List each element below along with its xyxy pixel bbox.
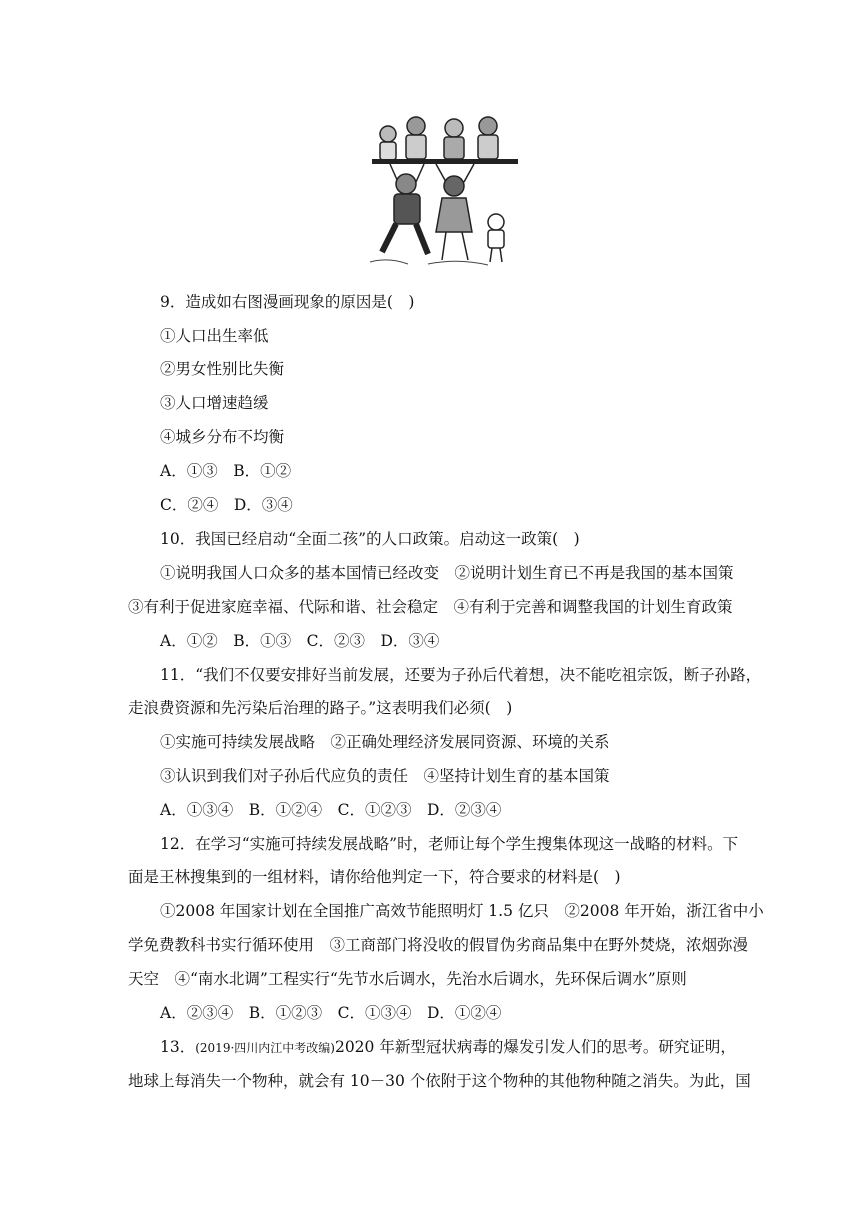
q9-stem: 9．造成如右图漫画现象的原因是( )	[160, 293, 415, 311]
q9-option-3: ③人口增速趋缓	[160, 394, 269, 412]
q10-choices: A．①② B．①③ C．②③ D．③④	[160, 632, 440, 650]
q10-line-1: ①说明我国人口众多的基本国情已经改变 ②说明计划生育已不再是我国的基本国策	[160, 564, 734, 582]
carrying-bar	[372, 159, 518, 164]
q13-stem-1	[0, 1036, 860, 1059]
q12-choices: A．②③④ B．①②③ C．①③④ D．①②④	[160, 1004, 502, 1022]
q11-choices: A．①③④ B．①②④ C．①②③ D．②③④	[160, 801, 502, 819]
cartoon-illustration	[368, 112, 520, 272]
child-figure	[488, 214, 504, 262]
q9-choices-ab: A．①③ B．①②	[160, 462, 292, 480]
q9-choices-cd: C．②④ D．③④	[160, 496, 293, 514]
q10-stem: 10．我国已经启动“全面二孩”的人口政策。启动这一政策( )	[160, 530, 580, 548]
q11-line-1: ①实施可持续发展战略 ②正确处理经济发展同资源、环境的关系	[160, 733, 610, 751]
q13-stem-1-text: 2020 年新型冠状病毒的爆发引发人们的思考。研究证明，	[334, 1038, 736, 1056]
q9-option-4: ④城乡分布不均衡	[160, 428, 285, 446]
q12-stem-1: 12．在学习“实施可持续发展战略”时，老师让每个学生搜集体现这一战略的材料。下	[160, 835, 739, 853]
q11-line-2: ③认识到我们对子孙后代应负的责任 ④坚持计划生育的基本国策	[160, 767, 610, 785]
q12-line-2: 学免费教科书实行循环使用 ③工商部门将没收的假冒伪劣商品集中在野外焚烧，浓烟弥漫	[128, 936, 749, 954]
q12-stem-2: 面是王林搜集到的一组材料，请你给他判定一下，符合要求的材料是( )	[128, 868, 621, 886]
q11-stem-2: 走浪费资源和先污染后治理的路子。”这表明我们必须( )	[128, 699, 513, 717]
q13-stem-2: 地球上每消失一个物种，就会有 10－30 个依附于这个物种的其他物种随之消失。为此，国	[128, 1072, 751, 1090]
parent-figures	[382, 164, 474, 260]
q13-source: (2019·四川内江中考改编)	[195, 1041, 335, 1055]
q9-option-1: ①人口出生率低	[160, 327, 269, 345]
q12-line-3: 天空 ④“南水北调”工程实行“先节水后调水，先治水后调水，先环保后调水”原则	[128, 970, 687, 988]
q13-number: 13．	[160, 1038, 196, 1056]
q12-line-1: ①2008 年国家计划在全国推广高效节能照明灯 1.5 亿只 ②2008 年开始，浙江省中小	[160, 902, 764, 920]
q9-option-2: ②男女性别比失衡	[160, 360, 285, 378]
q10-line-2: ③有利于促进家庭幸福、代际和谐、社会稳定 ④有利于完善和调整我国的计划生育政策	[128, 598, 733, 616]
elderly-figures	[380, 117, 498, 160]
q11-stem-1: 11．“我们不仅要安排好当前发展，还要为子孙后代着想，决不能吃祖宗饭，断子孙路，	[160, 666, 762, 684]
